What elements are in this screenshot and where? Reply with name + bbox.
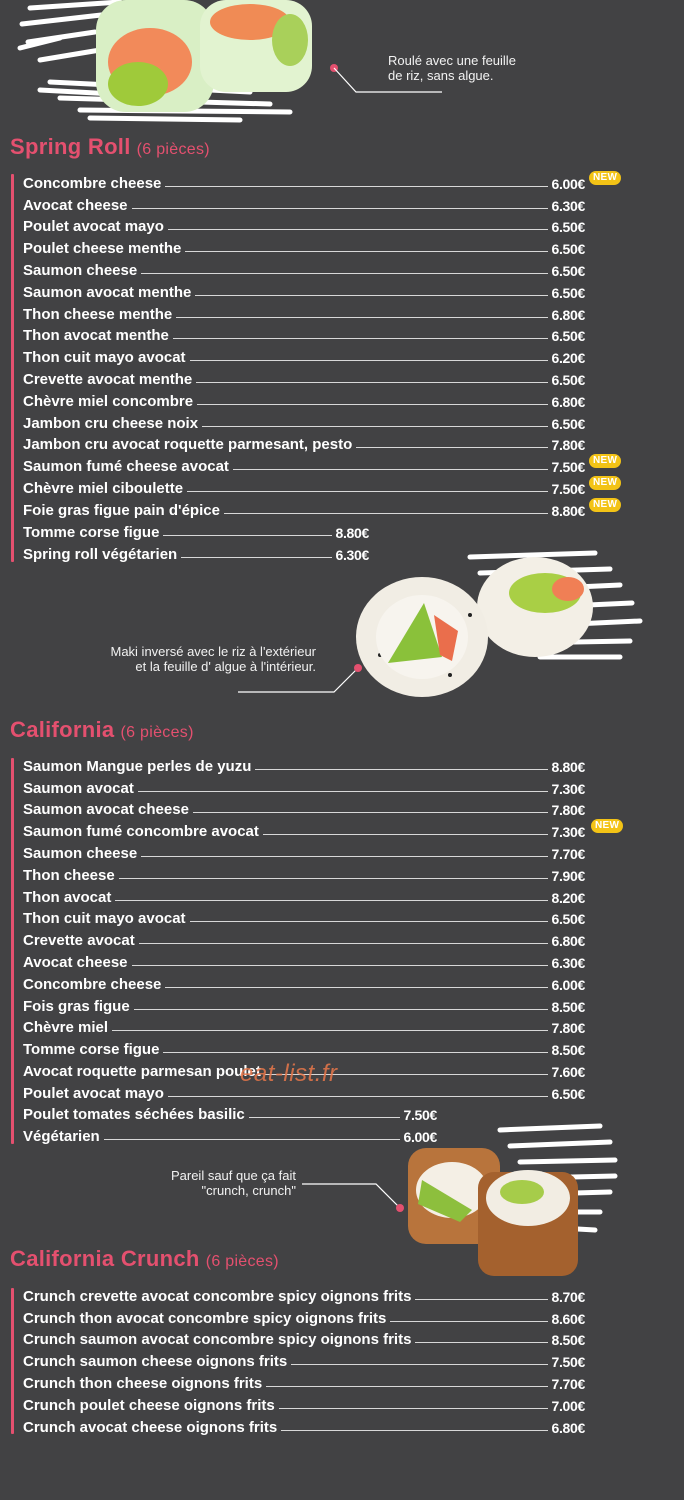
- menu-item: [23, 1370, 585, 1392]
- item-name: Crevette avocat: [23, 932, 135, 950]
- menu-item: [23, 949, 585, 971]
- item-name: Crunch thon avocat concombre spicy oignons frits: [23, 1309, 387, 1327]
- spring-roll-intro: Roulé avec une feuille de riz, sans algue.: [388, 53, 516, 83]
- menu-item: [23, 862, 585, 884]
- section-pieces: (6 pièces): [205, 1253, 279, 1270]
- leader-line: [176, 317, 548, 318]
- item-price: 6.00€: [403, 1128, 437, 1145]
- item-name: Avocat roquette parmesan poulet: [23, 1062, 261, 1080]
- menu-item: [23, 1348, 585, 1370]
- item-name: Thon cheese: [23, 866, 115, 884]
- spring-roll-short-list: [23, 519, 369, 563]
- leader-line: [165, 186, 548, 187]
- leader-line: [163, 1052, 548, 1053]
- section-accent-bar: [11, 758, 14, 1144]
- leader-line: [195, 295, 548, 296]
- spring-roll-menu-list: [23, 170, 618, 519]
- leader-line: [197, 404, 548, 405]
- menu-item: [23, 1283, 585, 1305]
- item-name: Thon cuit mayo avocat: [23, 910, 186, 928]
- section-pieces: (6 pièces): [120, 724, 194, 741]
- menu-item: [23, 971, 585, 993]
- leader-line: [249, 1117, 401, 1118]
- intro-pointer-line: [328, 62, 448, 96]
- item-name: Crunch crevette avocat concombre spicy oignons frits: [23, 1287, 412, 1305]
- item-price: 7.50€: [551, 480, 585, 497]
- crunch-intro: Pareil sauf que ça fait "crunch, crunch": [170, 1168, 296, 1198]
- item-name: Thon cheese menthe: [23, 305, 173, 323]
- leader-line: [415, 1299, 548, 1300]
- item-price: 8.80€: [551, 758, 585, 775]
- section-accent-bar: [11, 1288, 14, 1434]
- menu-item: [23, 753, 585, 775]
- menu-item: [23, 192, 585, 214]
- leader-line: [356, 447, 548, 448]
- crunch-menu-list: [23, 1283, 585, 1436]
- item-name: Spring roll végétarien: [23, 545, 178, 563]
- item-name: Saumon avocat menthe: [23, 283, 192, 301]
- california-short-list: [23, 1101, 437, 1145]
- leader-line: [138, 791, 549, 792]
- item-price: 8.80€: [335, 524, 369, 541]
- menu-item: [23, 453, 618, 476]
- new-badge: NEW: [589, 454, 621, 468]
- leader-line: [168, 1096, 549, 1097]
- leader-line: [119, 878, 549, 879]
- item-name: Végétarien: [23, 1127, 100, 1145]
- menu-item: [23, 432, 585, 454]
- menu-item: [23, 344, 585, 366]
- menu-item: [23, 279, 585, 301]
- item-name: Foie gras figue pain d'épice: [23, 501, 220, 519]
- intro-pointer-line: [300, 1180, 410, 1214]
- item-name: Saumon cheese: [23, 844, 138, 862]
- section-name: California Crunch: [10, 1246, 200, 1271]
- leader-line: [291, 1364, 548, 1365]
- menu-item: [23, 475, 618, 497]
- new-badge: NEW: [589, 476, 621, 490]
- menu-item: [23, 1327, 585, 1349]
- section-pieces: (6 pièces): [136, 141, 210, 158]
- item-price: 6.30€: [551, 197, 585, 214]
- new-badge: NEW: [589, 498, 621, 512]
- leader-line: [132, 965, 549, 966]
- california-crunch-photo: [400, 1120, 630, 1290]
- menu-item: [23, 818, 620, 841]
- leader-line: [190, 921, 549, 922]
- leader-line: [187, 491, 548, 492]
- leader-line: [185, 251, 548, 252]
- menu-item: [23, 1015, 585, 1037]
- item-price: 7.50€: [403, 1106, 437, 1123]
- intro-pointer-line: [236, 660, 366, 696]
- menu-item: [23, 366, 585, 388]
- item-price: 6.80€: [551, 933, 585, 950]
- leader-line: [255, 769, 548, 770]
- item-price: 7.80€: [551, 437, 585, 454]
- menu-item: [23, 927, 585, 949]
- item-price: 6.80€: [551, 306, 585, 323]
- item-price: 6.50€: [551, 241, 585, 258]
- item-name: Poulet tomates séchées basilic: [23, 1105, 245, 1123]
- item-name: Crunch avocat cheese oignons frits: [23, 1418, 278, 1436]
- menu-item: [23, 214, 585, 236]
- item-name: Poulet cheese menthe: [23, 240, 182, 258]
- item-price: 8.50€: [551, 1042, 585, 1059]
- menu-item: [23, 1305, 585, 1327]
- item-name: Crevette avocat menthe: [23, 370, 193, 388]
- new-badge: NEW: [589, 171, 621, 185]
- new-badge: NEW: [591, 819, 623, 833]
- item-price: 6.80€: [551, 1419, 585, 1436]
- item-price: 6.50€: [551, 262, 585, 279]
- item-name: Jambon cru avocat roquette parmesant, pesto: [23, 436, 353, 454]
- leader-line: [224, 513, 549, 514]
- item-price: 6.80€: [551, 393, 585, 410]
- spring-roll-title: [10, 134, 210, 160]
- leader-line: [134, 1009, 549, 1010]
- leader-line: [281, 1430, 548, 1431]
- menu-item: [23, 840, 585, 862]
- crunch-title: [10, 1246, 279, 1272]
- menu-item: [23, 388, 585, 410]
- leader-line: [139, 943, 549, 944]
- leader-line: [173, 338, 549, 339]
- item-price: 6.00€: [551, 175, 585, 192]
- menu-item: [23, 906, 585, 928]
- menu-item: [23, 775, 585, 797]
- menu-item: [23, 235, 585, 257]
- menu-item: [23, 519, 369, 541]
- item-price: 6.00€: [551, 976, 585, 993]
- item-price: 6.50€: [551, 328, 585, 345]
- item-name: Thon avocat: [23, 888, 112, 906]
- item-price: 7.30€: [551, 780, 585, 797]
- leader-line: [132, 208, 549, 209]
- leader-line: [196, 382, 548, 383]
- menu-item: [23, 1036, 585, 1058]
- item-name: Avocat cheese: [23, 953, 128, 971]
- item-price: 7.70€: [551, 845, 585, 862]
- leader-line: [190, 360, 549, 361]
- item-price: 6.50€: [551, 219, 585, 236]
- leader-line: [104, 1139, 401, 1140]
- item-price: 6.30€: [335, 546, 369, 563]
- item-name: Avocat cheese: [23, 196, 128, 214]
- item-name: Concombre cheese: [23, 975, 162, 993]
- item-name: Jambon cru cheese noix: [23, 414, 199, 432]
- item-name: Tomme corse figue: [23, 523, 160, 541]
- item-price: 6.50€: [551, 1085, 585, 1102]
- leader-line: [263, 834, 549, 835]
- item-name: Tomme corse figue: [23, 1041, 160, 1059]
- leader-line: [163, 535, 332, 536]
- spring-roll-photo: [0, 0, 340, 125]
- item-name: Saumon Mangue perles de yuzu: [23, 757, 252, 775]
- item-price: 8.50€: [551, 1332, 585, 1349]
- menu-item: [23, 497, 618, 519]
- leader-line: [165, 987, 548, 988]
- leader-line: [115, 900, 548, 901]
- item-price: 8.20€: [551, 889, 585, 906]
- item-name: Crunch thon cheese oignons frits: [23, 1374, 263, 1392]
- item-name: Saumon cheese: [23, 261, 138, 279]
- item-price: 7.70€: [551, 1375, 585, 1392]
- menu-item: [23, 1392, 585, 1414]
- menu-item: [23, 1414, 585, 1436]
- item-name: Poulet avocat mayo: [23, 218, 164, 236]
- item-price: 7.50€: [551, 1354, 585, 1371]
- item-price: 7.50€: [551, 459, 585, 476]
- california-roll-photo: [340, 545, 650, 705]
- item-price: 6.50€: [551, 415, 585, 432]
- item-price: 7.90€: [551, 867, 585, 884]
- leader-line: [202, 426, 548, 427]
- item-price: 6.30€: [551, 954, 585, 971]
- leader-line: [141, 856, 548, 857]
- menu-item: [23, 410, 585, 432]
- leader-line: [415, 1342, 548, 1343]
- item-name: Saumon fumé cheese avocat: [23, 458, 229, 476]
- leader-line: [112, 1030, 548, 1031]
- item-name: Fois gras figue: [23, 997, 130, 1015]
- item-name: Saumon avocat: [23, 779, 134, 797]
- california-menu-list: [23, 753, 620, 1102]
- section-accent-bar: [11, 174, 14, 562]
- item-price: 8.80€: [551, 502, 585, 519]
- item-price: 7.80€: [551, 802, 585, 819]
- leader-line: [390, 1321, 548, 1322]
- leader-line: [193, 812, 549, 813]
- menu-item: [23, 993, 585, 1015]
- item-name: Crunch saumon avocat concombre spicy oignons frits: [23, 1331, 412, 1349]
- leader-line: [181, 557, 332, 558]
- item-name: Chèvre miel concombre: [23, 392, 194, 410]
- item-price: 8.60€: [551, 1310, 585, 1327]
- section-name: California: [10, 717, 115, 742]
- item-name: Thon avocat menthe: [23, 327, 169, 345]
- watermark: eat-list.fr: [240, 1060, 338, 1087]
- item-price: 8.70€: [551, 1288, 585, 1305]
- item-name: Saumon fumé concombre avocat: [23, 823, 259, 841]
- california-title: [10, 717, 194, 743]
- leader-line: [233, 469, 549, 470]
- item-price: 6.50€: [551, 371, 585, 388]
- menu-item: [23, 797, 585, 819]
- item-name: Concombre cheese: [23, 174, 162, 192]
- leader-line: [168, 229, 549, 230]
- menu-item: [23, 1101, 437, 1123]
- menu-item: [23, 541, 369, 563]
- item-price: 7.80€: [551, 1020, 585, 1037]
- item-price: 7.30€: [551, 824, 585, 841]
- item-name: Thon cuit mayo avocat: [23, 349, 186, 367]
- item-price: 8.50€: [551, 998, 585, 1015]
- item-name: Poulet avocat mayo: [23, 1084, 164, 1102]
- section-name: Spring Roll: [10, 134, 131, 159]
- california-intro: Maki inversé avec le riz à l'extérieur et la feuille d' algue à l'intérieur.: [110, 644, 316, 674]
- item-price: 6.50€: [551, 911, 585, 928]
- leader-line: [266, 1386, 548, 1387]
- item-price: 6.50€: [551, 284, 585, 301]
- menu-item: [23, 257, 585, 279]
- item-name: Saumon avocat cheese: [23, 801, 189, 819]
- item-price: 7.60€: [551, 1063, 585, 1080]
- menu-item: [23, 170, 618, 192]
- leader-line: [279, 1408, 549, 1409]
- item-name: Chèvre miel ciboulette: [23, 479, 184, 497]
- item-name: Crunch poulet cheese oignons frits: [23, 1396, 275, 1414]
- item-price: 6.20€: [551, 350, 585, 367]
- menu-item: [23, 1123, 437, 1145]
- menu-item: [23, 884, 585, 906]
- menu-item: [23, 323, 585, 345]
- menu-item: [23, 301, 585, 323]
- item-price: 7.00€: [551, 1397, 585, 1414]
- item-name: Crunch saumon cheese oignons frits: [23, 1353, 288, 1371]
- item-name: Chèvre miel: [23, 1019, 109, 1037]
- leader-line: [141, 273, 548, 274]
